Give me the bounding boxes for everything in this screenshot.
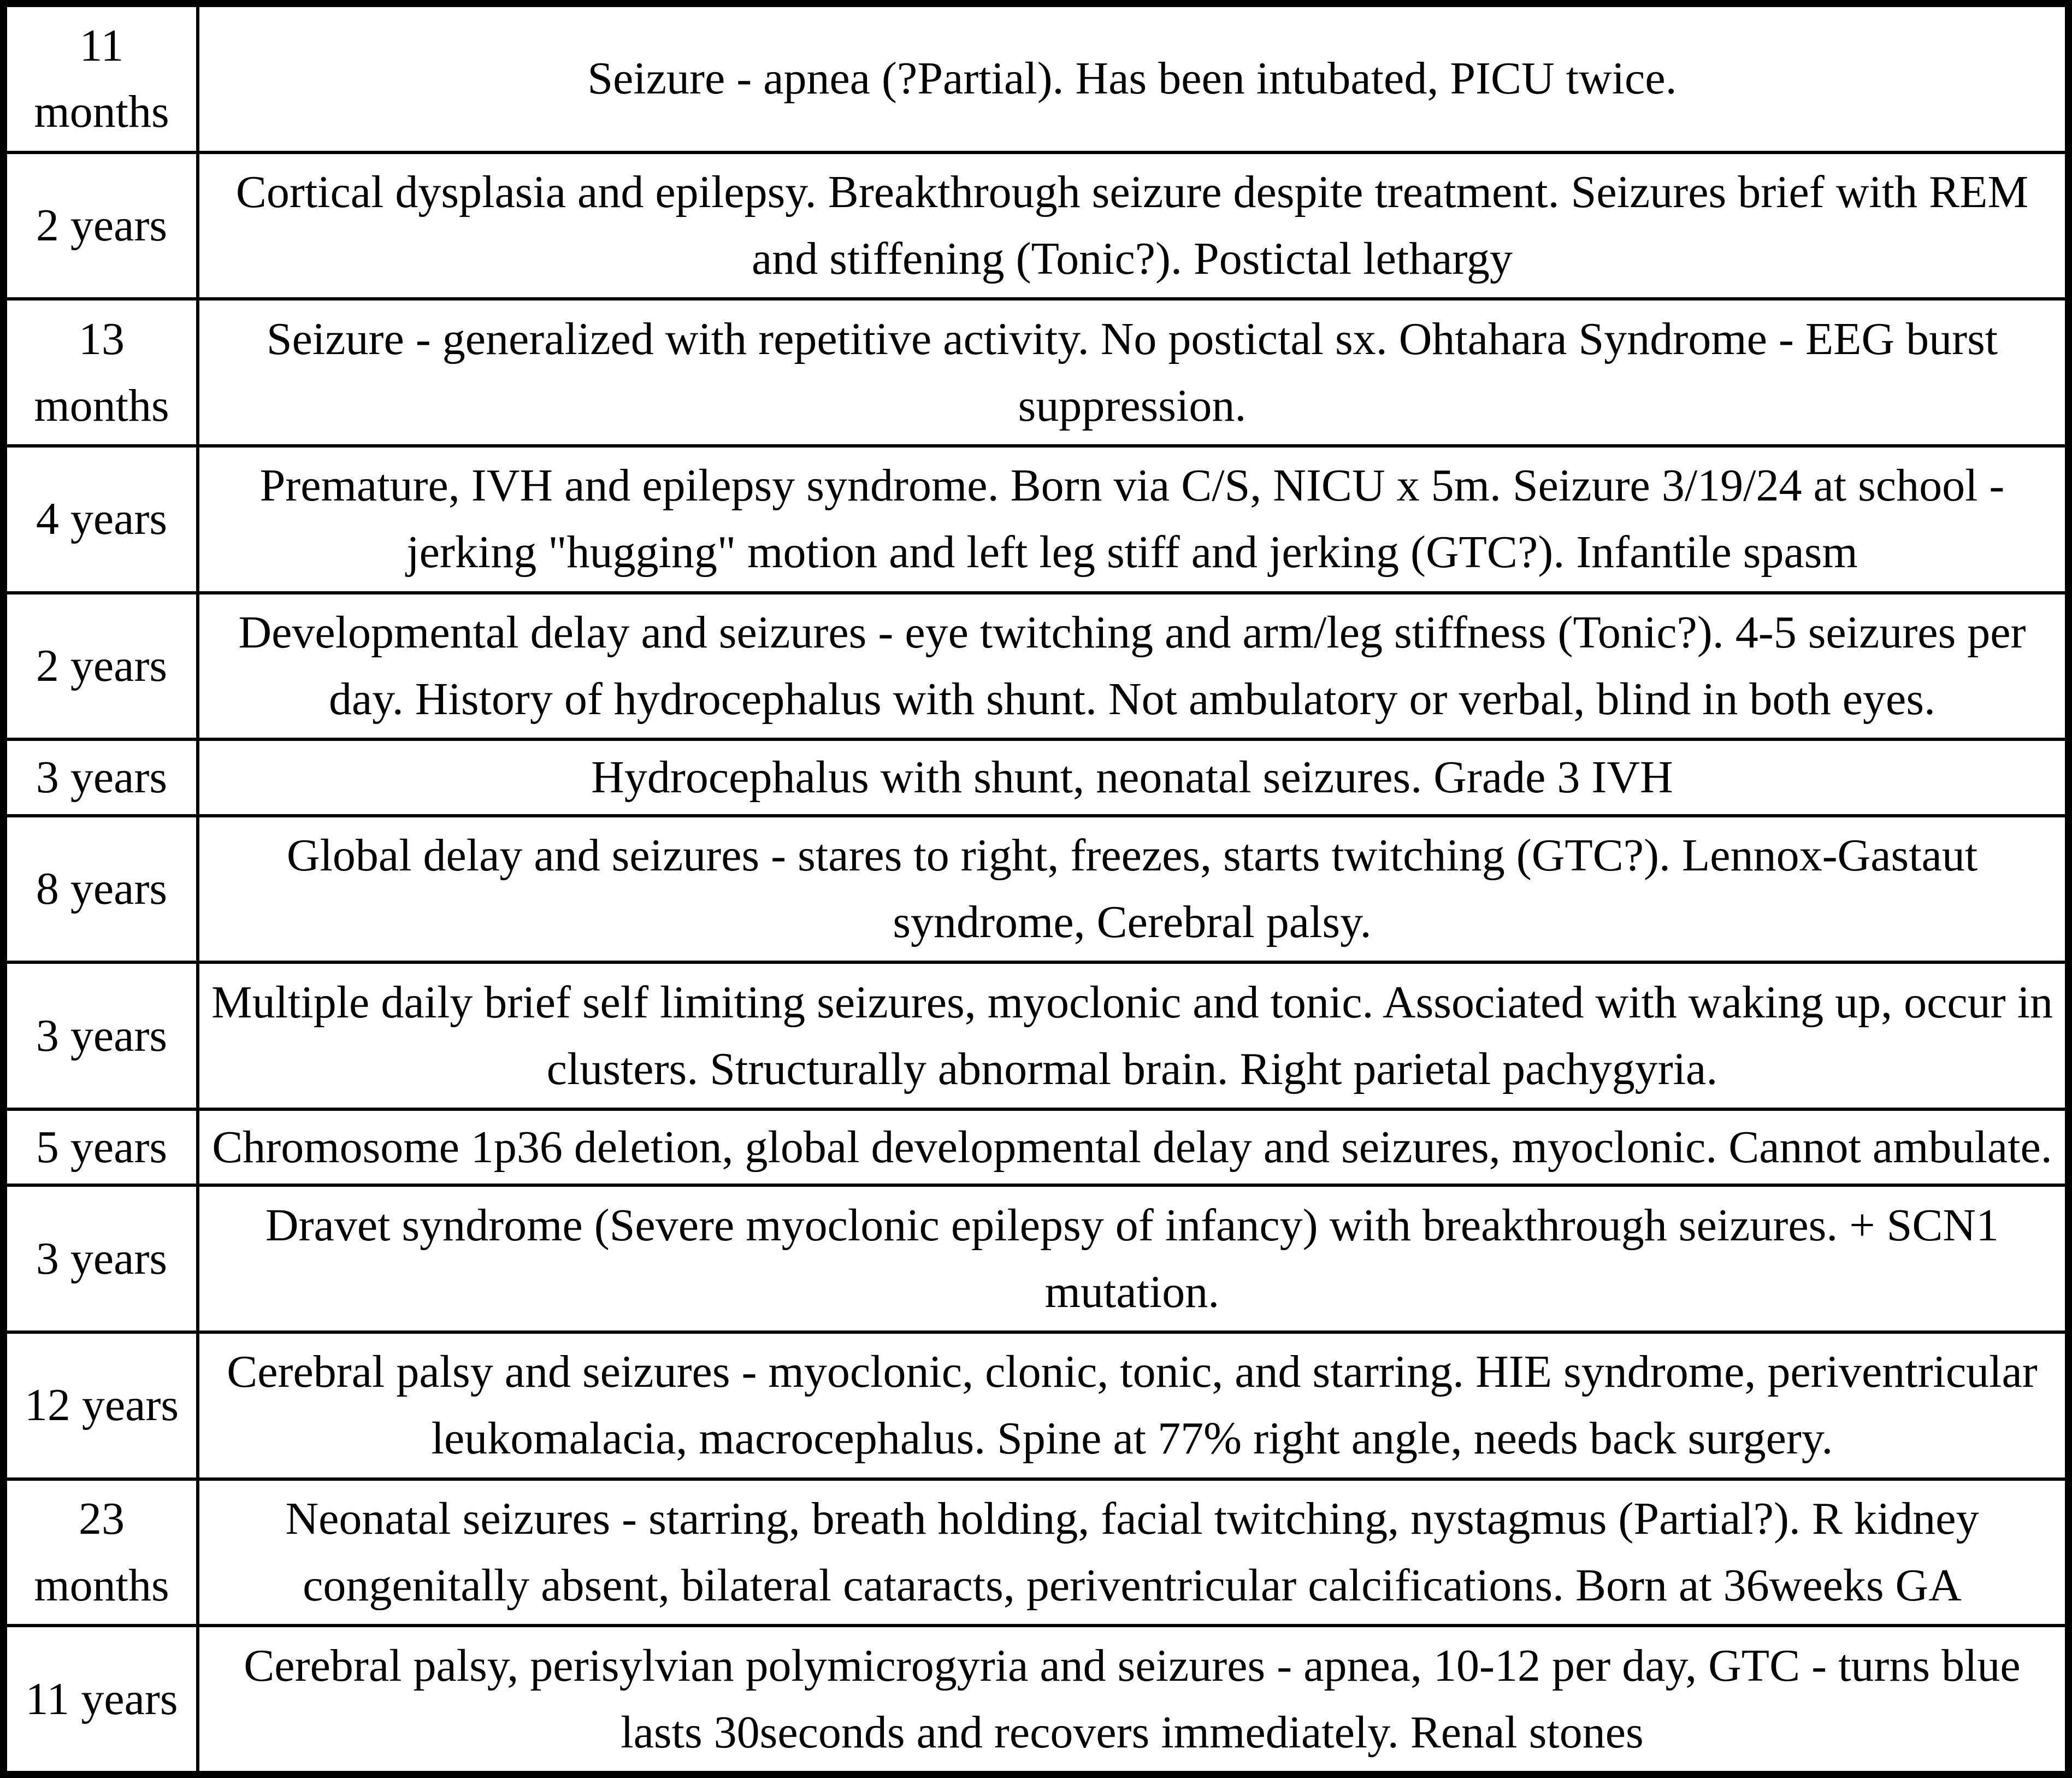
table-row: [4, 446, 2069, 593]
description-cell: Dravet syndrome (Severe myoclonic epilepsy of infancy) with breakthrough seizures. + SCN1 mutation.: [198, 1185, 2069, 1332]
description-cell: Global delay and seizures - stares to right, freezes, starts twitching (GTC?). Lennox-Gastaut syndrome, Cerebral palsy.: [198, 816, 2069, 963]
table-row: [4, 1109, 2069, 1186]
table-row: [4, 962, 2069, 1109]
age-cell: 12 years: [4, 1332, 198, 1479]
age-cell: 11 months: [4, 4, 198, 152]
description-cell: Cerebral palsy and seizures - myoclonic, clonic, tonic, and starring. HIE syndrome, periventricular leukomalacia, macrocephalus. Spine at 77% right angle, needs back surgery.: [198, 1332, 2069, 1479]
table-row: [4, 816, 2069, 963]
table-body: [4, 4, 2069, 1775]
table-row: [4, 299, 2069, 446]
table-row: [4, 152, 2069, 299]
description-cell: Developmental delay and seizures - eye twitching and arm/leg stiffness (Tonic?). 4-5 seizures per day. History of hydrocephalus with shunt. Not ambulatory or verbal, blind in both eyes.: [198, 593, 2069, 740]
age-cell: 11 years: [4, 1626, 198, 1774]
age-cell: 3 years: [4, 1185, 198, 1332]
description-cell: Seizure - apnea (?Partial). Has been intubated, PICU twice.: [198, 4, 2069, 152]
age-cell: 5 years: [4, 1109, 198, 1186]
age-cell: 3 years: [4, 739, 198, 816]
table-row: [4, 1185, 2069, 1332]
table-row: [4, 4, 2069, 152]
description-cell: Multiple daily brief self limiting seizures, myoclonic and tonic. Associated with waking up, occur in clusters. Structurally abnormal brain. Right parietal pachygyria.: [198, 962, 2069, 1109]
table-row: [4, 1479, 2069, 1626]
description-cell: Hydrocephalus with shunt, neonatal seizures. Grade 3 IVH: [198, 739, 2069, 816]
age-cell: 13 months: [4, 299, 198, 446]
table-row: [4, 1626, 2069, 1774]
table-row: [4, 1332, 2069, 1479]
description-cell: Premature, IVH and epilepsy syndrome. Born via C/S, NICU x 5m. Seizure 3/19/24 at school - jerking "hugging" motion and left leg stiff and jerking (GTC?). Infantile spasm: [198, 446, 2069, 593]
description-cell: Neonatal seizures - starring, breath holding, facial twitching, nystagmus (Partial?). R kidney congenitally absent, bilateral cataracts, periventricular calcifications. Born at 36weeks GA: [198, 1479, 2069, 1626]
age-cell: 4 years: [4, 446, 198, 593]
table-row: [4, 593, 2069, 740]
age-cell: 8 years: [4, 816, 198, 963]
description-cell: Seizure - generalized with repetitive activity. No postictal sx. Ohtahara Syndrome - EEG burst suppression.: [198, 299, 2069, 446]
description-cell: Cortical dysplasia and epilepsy. Breakthrough seizure despite treatment. Seizures brief with REM and stiffening (Tonic?). Postictal lethargy: [198, 152, 2069, 299]
age-cell: 3 years: [4, 962, 198, 1109]
description-cell: Chromosome 1p36 deletion, global developmental delay and seizures, myoclonic. Cannot ambulate.: [198, 1109, 2069, 1186]
description-cell: Cerebral palsy, perisylvian polymicrogyria and seizures - apnea, 10-12 per day, GTC - turns blue lasts 30seconds and recovers immediately. Renal stones: [198, 1626, 2069, 1774]
age-cell: 2 years: [4, 593, 198, 740]
age-cell: 2 years: [4, 152, 198, 299]
age-cell: 23 months: [4, 1479, 198, 1626]
table-row: [4, 739, 2069, 816]
